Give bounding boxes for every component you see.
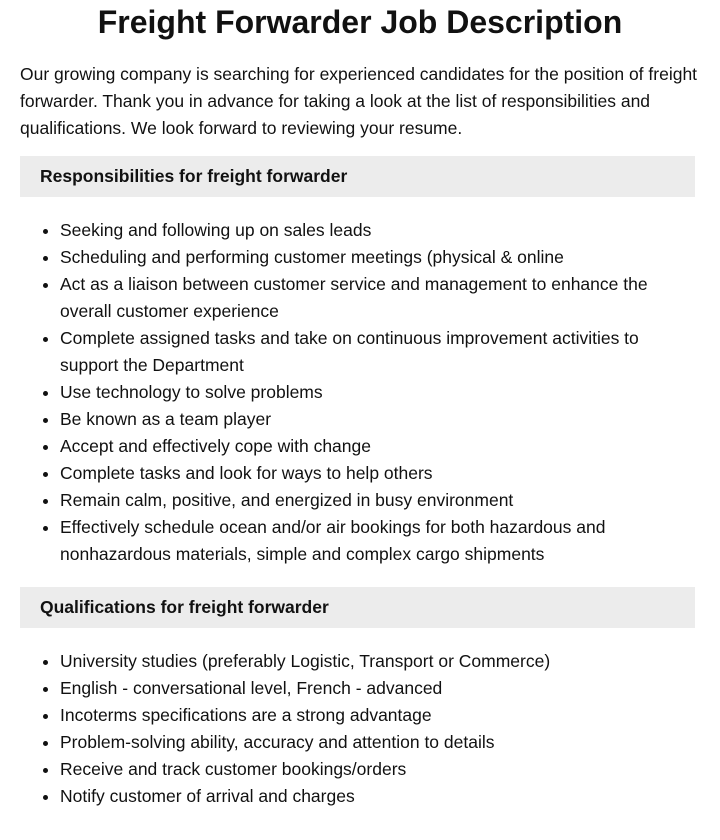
qualifications-list xyxy=(20,648,695,810)
list-item: • Effectively schedule ocean and/or air bookings for both hazardous and nonhazardous materials, simple and complex cargo shipments xyxy=(60,514,695,568)
list-item: • Problem-solving ability, accuracy and attention to details xyxy=(60,729,695,756)
list-item: • Accept and effectively cope with change xyxy=(60,433,695,460)
list-item: • Complete tasks and look for ways to help others xyxy=(60,460,695,487)
list-item: • Complete assigned tasks and take on continuous improvement activities to support the Department xyxy=(60,325,695,379)
list-item: • Act as a liaison between customer service and management to enhance the overall customer experience xyxy=(60,271,695,325)
intro-paragraph: Our growing company is searching for experienced candidates for the position of freight forwarder. Thank you in advance for taking a look at the list of responsibilities and qualifications. We look forward to reviewing your resume. xyxy=(20,64,698,138)
list-item: • Use technology to solve problems xyxy=(60,379,695,406)
list-item: • University studies (preferably Logistic, Transport or Commerce) xyxy=(60,648,695,675)
responsibilities-heading: Responsibilities for freight forwarder xyxy=(20,156,695,197)
list-item: • English - conversational level, French - advanced xyxy=(60,675,695,702)
list-item: • Be known as a team player xyxy=(60,406,695,433)
list-item: • Remain calm, positive, and energized in busy environment xyxy=(60,487,695,514)
list-item: • Seeking and following up on sales leads xyxy=(60,217,695,244)
page-title: Freight Forwarder Job Description xyxy=(97,4,623,40)
responsibilities-list xyxy=(20,217,695,568)
list-item: • Incoterms specifications are a strong advantage xyxy=(60,702,695,729)
list-item: • Receive and track customer bookings/orders xyxy=(60,756,695,783)
list-item: • Notify customer of arrival and charges xyxy=(60,783,695,810)
qualifications-heading: Qualifications for freight forwarder xyxy=(20,587,695,628)
list-item: • Scheduling and performing customer meetings (physical & online xyxy=(60,244,695,271)
